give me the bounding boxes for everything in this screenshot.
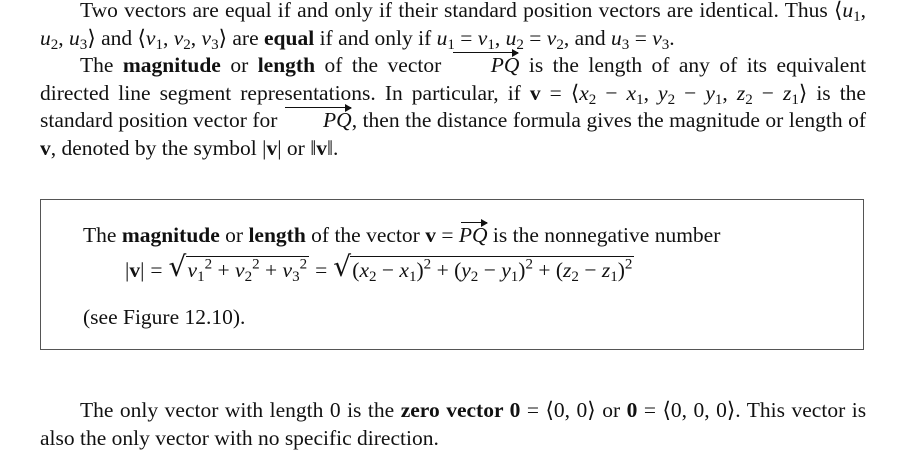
paragraph-vector-equality: Two vectors are equal if and only if their standard position vectors are identical. Thus $⟨u_1$, $u_2$, $u_3⟩$ and $⟨v_1$, $v_2$, $v_3⟩$ are equal if and only if $u_1 = v_1$, $u_2 = v_2$, and $u_3 = v_3$.: [40, 0, 866, 53]
definition-statement: The magnitude or length of the vector v = PQ is the nonnegative number: [83, 223, 721, 247]
vector-pq-arrow: PQ: [283, 107, 352, 135]
figure-reference: (see Figure 12.10).: [83, 305, 246, 329]
vector-v-definition: $v = ⟨x_2 - x_1$, $y_2 - y_1$, $z_2$ − $z_1⟩$: [529, 80, 808, 108]
sqrt-components: √ $v_1^2 + v_2^2 + v_3^2$: [168, 250, 308, 286]
term-magnitude: magnitude: [122, 53, 221, 77]
norm-double-bar: ‖v‖.: [310, 135, 339, 160]
term-length: length: [257, 53, 316, 77]
vector-pq-arrow: PQ: [458, 223, 488, 247]
term-equal: equal: [264, 25, 315, 50]
norm-single-bar: |v|: [262, 135, 282, 160]
term-zero-vector: zero vector 0: [400, 398, 521, 422]
vector-u: $⟨u_1$, $u_2$, $u_3⟩$: [40, 0, 866, 53]
paragraph-zero-vector: The only vector with length 0 is the zero vector 0 = ⟨0, 0⟩ or 0 = ⟨0, 0, 0⟩. This vector is also the only vector with no specific direction.: [40, 398, 867, 450]
vector-pq-arrow: PQ: [451, 52, 520, 80]
component-equations: $u_1 = v_1$, $u_2 = v_2$: [436, 25, 564, 53]
definition-box: [40, 199, 864, 350]
equality-statement: Two vectors are equal if and only if their standard position vectors are identical. Thus: [80, 0, 828, 22]
vector-v: $⟨v_1$, $v_2$, $v_3⟩$: [137, 25, 228, 53]
paragraph-magnitude: The magnitude or length of the vector PQ is the length of any of its equivalent directed line segment representations. In particular, if $v = ⟨x_2 - x_1$, $y_2 - y_1$, $z_2$ − $z_1⟩$ is the standard position vector for PQ, then the distance formula gives the magnitude or length of v, denoted by the symbol |v| or ‖v‖.: [40, 53, 867, 160]
sqrt-distance: √ $(x_2 - x_1)^2 + (y_2 - y_1)^2 + (z_2 - z_1)^2$: [333, 250, 633, 286]
magnitude-formula: |v| = √ $v_1^2 + v_2^2 + v_3^2$ = √ $(x_2 - x_1)^2 + (y_2 - y_1)^2 + (z_2 - z_1)^2$: [125, 250, 633, 286]
